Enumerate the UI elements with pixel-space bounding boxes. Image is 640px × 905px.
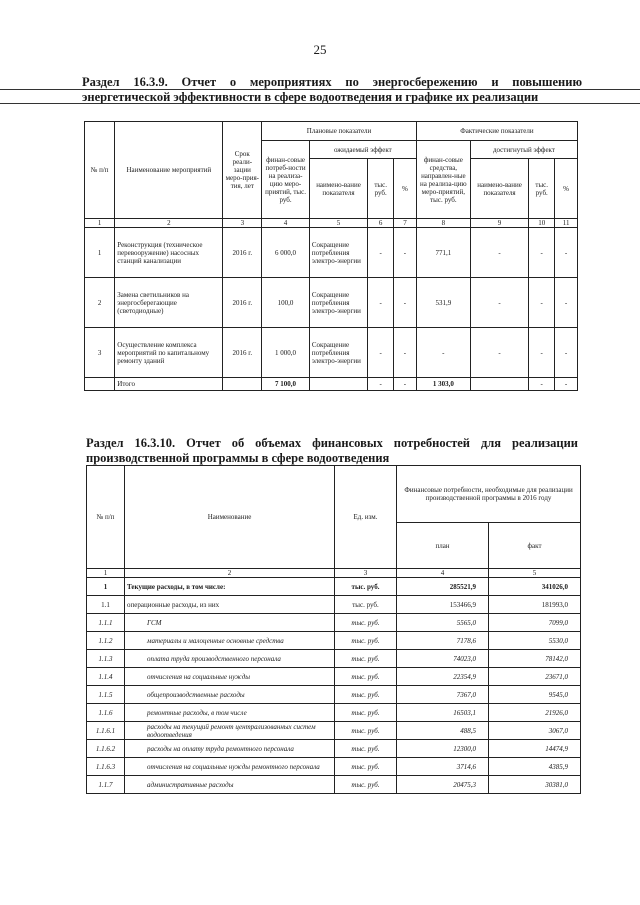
col-number: 3: [223, 219, 262, 228]
cell-ach-rub: -: [529, 328, 555, 378]
financial-needs-table: [86, 465, 581, 794]
header-effect-pct: %: [394, 159, 417, 219]
header-effect-name: наимено-вание показателя: [309, 159, 367, 219]
cell-name: Реконструкция (техническое перевооружение) насосных станций канализации: [115, 228, 223, 278]
col-number: 7: [394, 219, 417, 228]
cell-total-fin-fact: 1 303,0: [416, 378, 470, 391]
header-effect-rub: тыс. руб.: [368, 159, 394, 219]
section-16-3-10-title: Раздел 16.3.10. Отчет об объемах финансовых потребностей для реализации производственной программы в сфере водоотведения: [86, 436, 578, 465]
table-row: [85, 228, 578, 278]
cell-fin-plan: 100,0: [262, 278, 310, 328]
cell-effect-rub: -: [368, 328, 394, 378]
cell-name: отчисления на социальные нужды: [125, 668, 335, 686]
cell-fin-plan: 6 000,0: [262, 228, 310, 278]
cell-no: 1.1.6: [87, 704, 125, 722]
header-fact-group: Фактические показатели: [416, 122, 577, 141]
strike-line: [0, 89, 640, 90]
cell-no: 1.1.5: [87, 686, 125, 704]
cell-fact: 21926,0: [489, 704, 581, 722]
cell-name: операционные расходы, из них: [125, 596, 335, 614]
cell-name: отчисления на социальные нужды ремонтного персонала: [125, 758, 335, 776]
col-number: 5: [309, 219, 367, 228]
cell-unit: тыс. руб.: [335, 704, 397, 722]
cell-no: 3: [85, 328, 115, 378]
cell-effect-name: Сокращение потребления электро-энергии: [309, 228, 367, 278]
header-ach-pct: %: [555, 159, 578, 219]
header-unit: Ед. изм.: [335, 466, 397, 569]
header-no: № п/п: [87, 466, 125, 569]
cell-no: 1.1: [87, 596, 125, 614]
cell-name: ремонтные расходы, в том числе: [125, 704, 335, 722]
cell-no: 1.1.3: [87, 650, 125, 668]
cell-name: оплата труда производственного персонала: [125, 650, 335, 668]
cell-fact: 78142,0: [489, 650, 581, 668]
cell-name: общепроизводственные расходы: [125, 686, 335, 704]
cell-effect-pct: -: [394, 278, 417, 328]
table-row: [87, 578, 581, 596]
cell-fact: 4385,9: [489, 758, 581, 776]
cell-plan: 74023,0: [397, 650, 489, 668]
cell-name: расходы на оплату труда ремонтного персонала: [125, 740, 335, 758]
cell-unit: тыс. руб.: [335, 632, 397, 650]
cell-fin-fact: 771,1: [416, 228, 470, 278]
cell-plan: 5565,0: [397, 614, 489, 632]
cell-term: 2016 г.: [223, 328, 262, 378]
header-ach-rub: тыс. руб.: [529, 159, 555, 219]
cell-no: 1.1.6.3: [87, 758, 125, 776]
cell-ach-name: -: [470, 328, 528, 378]
cell-ach-name: -: [470, 228, 528, 278]
cell-effect-pct: -: [394, 328, 417, 378]
cell-plan: 12300,0: [397, 740, 489, 758]
col-number: 1: [87, 569, 125, 578]
header-expected-effect: ожидаемый эффект: [309, 141, 416, 159]
table-row: [87, 686, 581, 704]
cell-no: 2: [85, 278, 115, 328]
col-number: 4: [397, 569, 489, 578]
cell-unit: тыс. руб.: [335, 668, 397, 686]
cell-plan: 488,5: [397, 722, 489, 740]
cell-fin-plan: 1 000,0: [262, 328, 310, 378]
header-fin-group: Финансовые потребности, необходимые для реализации производственной программы в 2016 году: [397, 466, 581, 523]
cell-fin-fact: 531,9: [416, 278, 470, 328]
cell-fact: 7099,0: [489, 614, 581, 632]
cell-fact: 181993,0: [489, 596, 581, 614]
table-row: [87, 650, 581, 668]
cell-effect-rub: -: [368, 278, 394, 328]
cell-fact: 9545,0: [489, 686, 581, 704]
cell-ach-name: -: [470, 278, 528, 328]
cell-total-fin-plan: 7 100,0: [262, 378, 310, 391]
cell-total-effect-rub: -: [368, 378, 394, 391]
header-fin-plan: финан-совые потреб-ности на реализа-цию меро-приятий, тыс. руб.: [262, 141, 310, 219]
section-16-3-9-title: Раздел 16.3.9. Отчет о мероприятиях по энергосбережению и повышению энергетической эффективности в сфере водоотведения и графике их реализации: [82, 75, 582, 104]
col-number: 2: [115, 219, 223, 228]
cell-fact: 5530,0: [489, 632, 581, 650]
cell-unit: тыс. руб.: [335, 776, 397, 794]
header-fact: факт: [489, 523, 581, 569]
cell-name: Осуществление комплекса мероприятий по капитальному ремонту зданий: [115, 328, 223, 378]
cell-fin-fact: -: [416, 328, 470, 378]
cell-total-ach-rub: -: [529, 378, 555, 391]
cell-no: 1.1.2: [87, 632, 125, 650]
col-number: 3: [335, 569, 397, 578]
cell-unit: тыс. руб.: [335, 614, 397, 632]
table-row: [87, 668, 581, 686]
cell-ach-rub: -: [529, 228, 555, 278]
cell-total-label: Итого: [115, 378, 223, 391]
cell-no: 1: [85, 228, 115, 278]
cell-plan: 20475,3: [397, 776, 489, 794]
cell-name: ГСМ: [125, 614, 335, 632]
table-row: [87, 776, 581, 794]
cell-name: расходы на текущий ремонт централизованных систем водоотведения: [125, 722, 335, 740]
table-row: [87, 596, 581, 614]
cell-term: 2016 г.: [223, 278, 262, 328]
table-row: [87, 740, 581, 758]
cell-unit: тыс. руб.: [335, 650, 397, 668]
cell-unit: тыс. руб.: [335, 758, 397, 776]
col-number: 11: [555, 219, 578, 228]
cell-total-ach-pct: -: [555, 378, 578, 391]
cell-plan: 7178,6: [397, 632, 489, 650]
col-number: 6: [368, 219, 394, 228]
cell-term: 2016 г.: [223, 228, 262, 278]
page-number: 25: [313, 42, 327, 57]
cell-unit: тыс. руб.: [335, 686, 397, 704]
cell-ach-pct: -: [555, 328, 578, 378]
cell-no: 1: [87, 578, 125, 596]
cell-no: 1.1.7: [87, 776, 125, 794]
header-ach-name: наимено-вание показателя: [470, 159, 528, 219]
cell-unit: тыс. руб.: [335, 578, 397, 596]
cell-name: Замена светильников на энергосберегающие (светодиодные): [115, 278, 223, 328]
cell-no: 1.1.6.1: [87, 722, 125, 740]
cell-fact: 14474,9: [489, 740, 581, 758]
cell-effect-name: Сокращение потребления электро-энергии: [309, 278, 367, 328]
cell-plan: 7367,0: [397, 686, 489, 704]
cell-effect-name: Сокращение потребления электро-энергии: [309, 328, 367, 378]
cell-plan: 285521,9: [397, 578, 489, 596]
cell-fact: 23671,0: [489, 668, 581, 686]
energy-saving-report-table: [84, 121, 578, 391]
header-plan-group: Плановые показатели: [262, 122, 417, 141]
cell-name: административные расходы: [125, 776, 335, 794]
col-number: 10: [529, 219, 555, 228]
table-row: [87, 722, 581, 740]
strike-line: [0, 103, 640, 104]
cell-fact: 30381,0: [489, 776, 581, 794]
header-no: № п/п: [85, 122, 115, 219]
cell-no: 1.1.6.2: [87, 740, 125, 758]
cell-effect-rub: -: [368, 228, 394, 278]
table-row: [87, 758, 581, 776]
cell-unit: тыс. руб.: [335, 740, 397, 758]
header-achieved-effect: достигнутый эффект: [470, 141, 577, 159]
cell-no: 1.1.1: [87, 614, 125, 632]
cell-fact: 341026,0: [489, 578, 581, 596]
col-number: 4: [262, 219, 310, 228]
cell-ach-rub: -: [529, 278, 555, 328]
table-row: [85, 278, 578, 328]
col-number: 1: [85, 219, 115, 228]
table-row: [87, 704, 581, 722]
header-name: Наименование: [125, 466, 335, 569]
table-row: [87, 614, 581, 632]
header-name: Наименование мероприятий: [115, 122, 223, 219]
col-number: 2: [125, 569, 335, 578]
header-term: Срок реали-зации меро-прия-тия, лет: [223, 122, 262, 219]
table-row: [85, 328, 578, 378]
table-total-row: [85, 378, 578, 391]
cell-unit: тыс. руб.: [335, 596, 397, 614]
col-number: 8: [416, 219, 470, 228]
cell-plan: 22354,9: [397, 668, 489, 686]
col-number: 5: [489, 569, 581, 578]
table-row: [87, 632, 581, 650]
cell-name: материалы и малоценные основные средства: [125, 632, 335, 650]
header-fin-fact: финан-совые средства, направлен-ные на реализа-цию меро-приятий, тыс. руб.: [416, 141, 470, 219]
cell-unit: тыс. руб.: [335, 722, 397, 740]
cell-name: Текущие расходы, в том числе:: [125, 578, 335, 596]
cell-ach-pct: -: [555, 228, 578, 278]
cell-total-effect-pct: -: [394, 378, 417, 391]
cell-plan: 16503,1: [397, 704, 489, 722]
cell-plan: 3714,6: [397, 758, 489, 776]
cell-fact: 3067,0: [489, 722, 581, 740]
header-plan: план: [397, 523, 489, 569]
col-number: 9: [470, 219, 528, 228]
cell-no: 1.1.4: [87, 668, 125, 686]
cell-effect-pct: -: [394, 228, 417, 278]
cell-ach-pct: -: [555, 278, 578, 328]
cell-plan: 153466,9: [397, 596, 489, 614]
